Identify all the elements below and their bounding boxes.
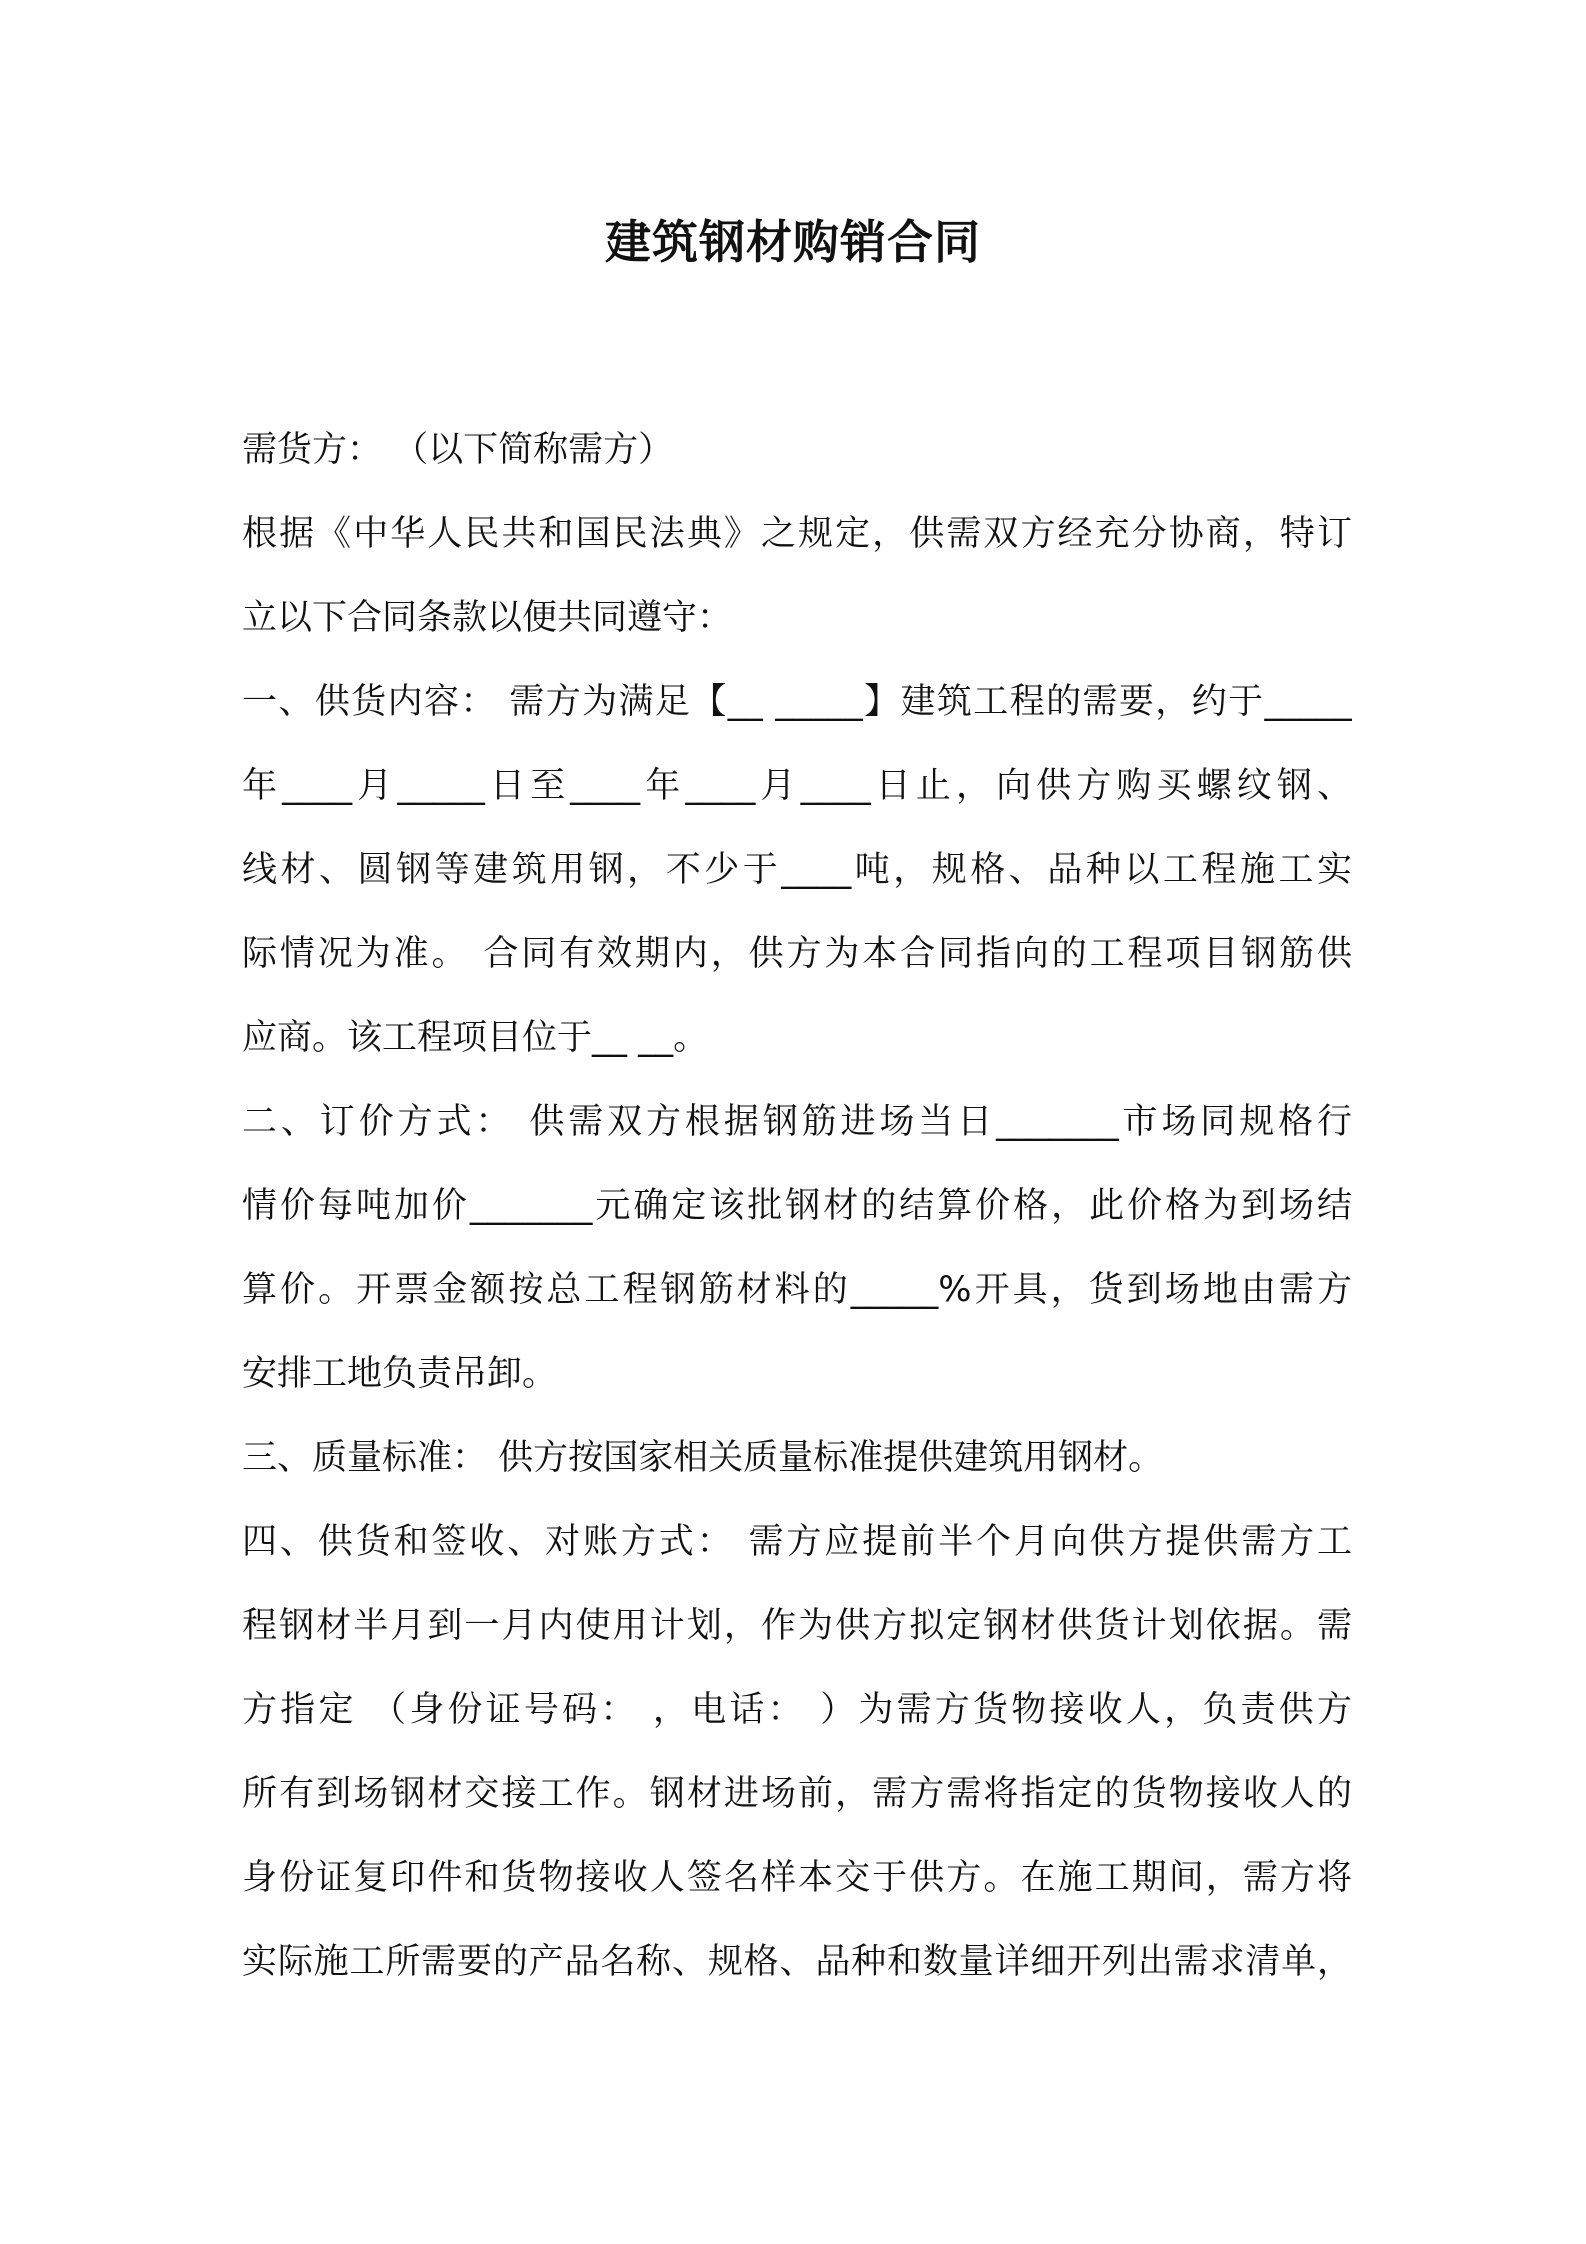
text-line: 情价每吨加价_______元确定该批钢材的结算价格，此价格为到场结 (242, 1186, 1352, 1226)
document-title: 建筑钢材购销合同 (605, 215, 981, 269)
clause-1-heading-line: 一、供货内容： 需方为满足【__ _____】建筑工程的需要，约于_____ (242, 682, 1352, 722)
text-line: 所有到场钢材交接工作。钢材进场前，需方需将指定的货物接收人的 (242, 1774, 1352, 1814)
text-line: 安排工地负责吊卸。 (242, 1354, 558, 1394)
text-line: 程钢材半月到一月内使用计划，作为供方拟定钢材供货计划依据。需 (242, 1606, 1352, 1646)
clause-3-heading-line: 三、质量标准： 供方按国家相关质量标准提供建筑用钢材。 (242, 1438, 1164, 1478)
text-line: 应商。该工程项目位于__ __。 (242, 1018, 709, 1058)
text-line: 实际施工所需要的产品名称、规格、品种和数量详细开列出需求清单， (242, 1942, 1352, 1982)
text-line: 算价。开票金额按总工程钢筋材料的_____%开具，货到场地由需方 (242, 1270, 1352, 1310)
text-line-party: 需货方： （以下简称需方） (242, 430, 674, 470)
text-line: 年____月_____日至____年____月____日止，向供方购买螺纹钢、 (242, 766, 1352, 806)
text-line: 根据《中华人民共和国民法典》之规定，供需双方经充分协商，特订 (242, 514, 1352, 554)
contract-body (242, 408, 1352, 2004)
clause-4-heading-line: 四、供货和签收、对账方式： 需方应提前半个月向供方提供需方工 (242, 1522, 1352, 1562)
text-line: 际情况为准。 合同有效期内，供方为本合同指向的工程项目钢筋供 (242, 934, 1352, 974)
text-line: 立以下合同条款以便共同遵守： (242, 598, 733, 638)
clause-2-heading-line: 二、订价方式： 供需双方根据钢筋进场当日_______市场同规格行 (242, 1102, 1352, 1142)
text-line: 线材、圆钢等建筑用钢，不少于____吨，规格、品种以工程施工实 (242, 850, 1352, 890)
text-line: 方指定 （身份证号码： ，电话： ）为需方货物接收人，负责供方 (242, 1690, 1352, 1730)
text-line: 身份证复印件和货物接收人签名样本交于供方。在施工期间，需方将 (242, 1858, 1352, 1898)
